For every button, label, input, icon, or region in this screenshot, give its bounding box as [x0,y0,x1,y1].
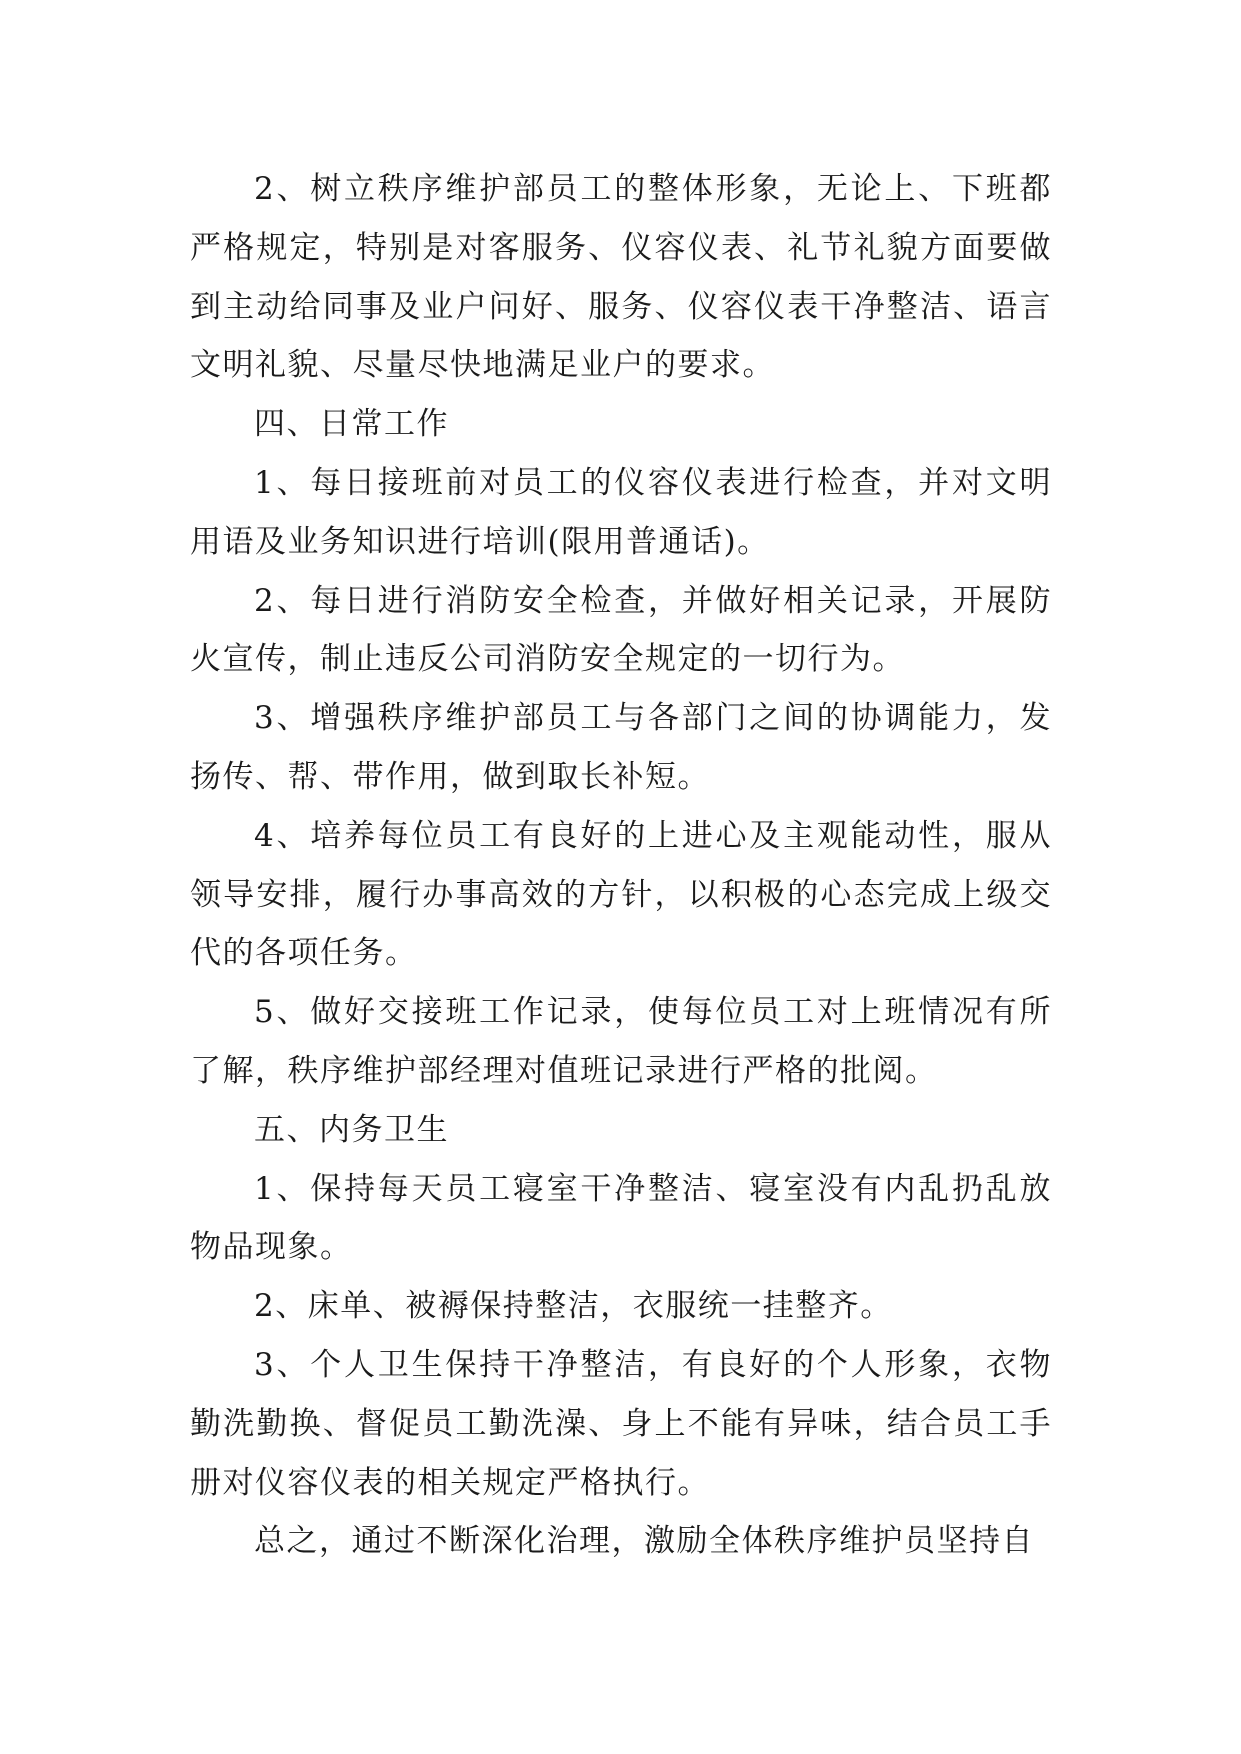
section-heading-daily-work: 四、日常工作 [254,406,449,443]
paragraph-daily-3: 3、增强秩序维护部员工与各部门之间的协调能力，发扬传、帮、带作用，做到取长补短。 [190,700,1052,795]
paragraph-image-rules: 2、树立秩序维护部员工的整体形象，无论上、下班都严格规定，特别是对客服务、仪容仪表、礼节礼貌方面要做到主动给同事及业户问好、服务、仪容仪表干净整洁、语言文明礼貌、尽量尽快地满足业户的要求。 [190,171,1052,384]
paragraph-housekeeping-2: 2、床单、被褥保持整洁，衣服统一挂整齐。 [254,1288,893,1325]
paragraph-conclusion: 总之，通过不断深化治理，激励全体秩序维护员坚持自 [254,1523,1034,1560]
paragraph-daily-5: 5、做好交接班工作记录，使每位员工对上班情况有所了解，秩序维护部经理对值班记录进行严格的批阅。 [190,994,1052,1089]
paragraph-housekeeping-1: 1、保持每天员工寝室干净整洁、寝室没有内乱扔乱放物品现象。 [190,1170,1052,1266]
paragraph-housekeeping-3: 3、个人卫生保持干净整洁，有良好的个人形象，衣物勤洗勤换、督促员工勤洗澡、身上不能有异味，结合员工手册对仪容仪表的相关规定严格执行。 [190,1346,1052,1501]
paragraph-daily-2: 2、每日进行消防安全检查，并做好相关记录，开展防火宣传，制止违反公司消防安全规定的一切行为。 [190,582,1052,678]
paragraph-daily-1: 1、每日接班前对员工的仪容仪表进行检查，并对文明用语及业务知识进行培训(限用普通话)。 [190,464,1052,560]
paragraph-daily-4: 4、培养每位员工有良好的上进心及主观能动性，服从领导安排，履行办事高效的方针，以积极的心态完成上级交代的各项任务。 [190,817,1052,972]
document-body [190,160,1052,1571]
section-heading-housekeeping: 五、内务卫生 [254,1111,449,1148]
